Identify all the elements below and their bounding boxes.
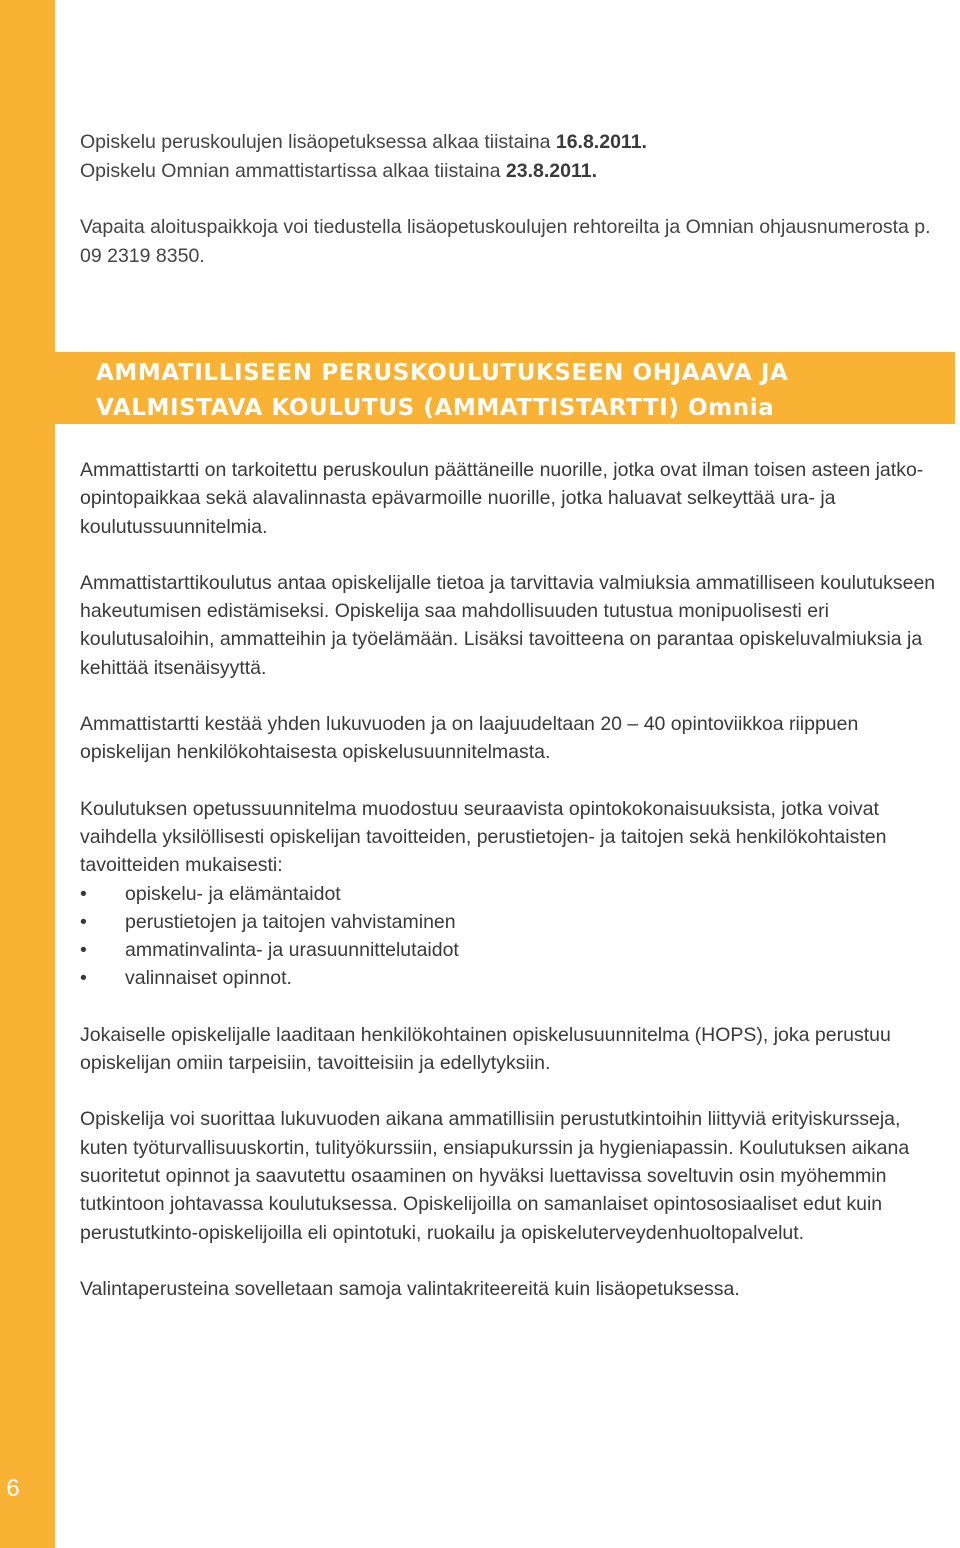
- intro-line-2: Opiskelu Omnian ammattistartissa alkaa tiistaina 23.8.2011.: [80, 159, 598, 182]
- bullet-icon: •: [80, 939, 87, 962]
- page-number: 6: [6, 1475, 20, 1502]
- body-section: [80, 456, 950, 1331]
- intro-line-1: Opiskelu peruskoulujen lisäopetuksessa alkaa tiistaina 16.8.2011.: [80, 131, 647, 153]
- bullet-icon: •: [80, 882, 87, 905]
- start-date-ammattistartti: 23.8.2011.: [505, 159, 598, 182]
- intro-contact: Vapaita aloituspaikkoja voi tiedustella lisäopetuskoulujen rehtoreilta ja Omnian ohjausnumerosta p. 09 2319 8350.: [80, 216, 931, 267]
- start-date-lisaopetus: 16.8.2011.: [555, 131, 647, 153]
- bullet-icon: •: [80, 910, 87, 933]
- list-item: • ammatinvalinta- ja urasuunnittelutaidot: [80, 936, 950, 964]
- paragraph-curriculum: Koulutuksen opetussuunnitelma muodostuu seuraavista opintokokonaisuuksista, jotka voivat vaihdella yksilöllisesti opiskelijan tavoitteiden, perustietojen- ja taitojen sekä henkilökohtaisten tavoitteiden mukaisesti:: [80, 797, 887, 877]
- paragraph-duration: Ammattistartti kestää yhden lukuvuoden ja on laajuudeltaan 20 – 40 opintoviikkoa riippuen opiskelijan henkilökohtaisesta opiskelusuunnitelmasta.: [80, 713, 859, 764]
- heading-line-1: AMMATILLISEEN PERUSKOULUTUKSEEN OHJAAVA JA: [96, 360, 789, 386]
- list-item: • opiskelu- ja elämäntaidot: [80, 880, 950, 908]
- section-heading: [96, 356, 946, 426]
- paragraph-hops: Jokaiselle opiskelijalle laaditaan henkilökohtainen opiskelusuunnitelma (HOPS), joka perustuu opiskelijan omiin tarpeisiin, tavoitteisiin ja edellytyksiin.: [80, 1023, 891, 1075]
- paragraph-courses: Opiskelija voi suorittaa lukuvuoden aikana ammatillisiin perustutkintoihin liittyviä erityiskursseja, kuten työturvallisuuskortin, tulityökurssiin, ensiapukurssin ja hygieniapassin. Koulutuksen aikana suoritetut opinnot ja saavutettu osaaminen on hyväksi luettavissa soveltuvin osin myöhemmin tutkintoon johtavassa koulutuksessa. Opiskelijoilla on samanlaiset opintososiaaliset edut kuin perustutkinto-opiskelijoilla eli opintotuki, ruokailu ja opiskeluterveydenhuoltopalvelut.: [80, 1108, 910, 1244]
- left-accent-bar: [0, 0, 55, 1548]
- bullet-icon: •: [80, 967, 87, 990]
- heading-line-2: VALMISTAVA KOULUTUS (AMMATTISTARTTI) Omnia: [96, 395, 775, 421]
- paragraph-purpose: Ammattistartti on tarkoitettu peruskoulun päättäneille nuorille, jotka ovat ilman toisen asteen jatko-opintopaikkaa sekä alavalinnasta epävarmoille nuorille, jotka haluavat selkeyttää ura- ja koulutussuunnitelmia.: [80, 459, 924, 538]
- paragraph-content: Ammattistarttikoulutus antaa opiskelijalle tietoa ja tarvittavia valmiuksia ammatilliseen koulutukseen hakeutumisen edistämiseksi. Opiskelija saa mahdollisuuden tutustua monipuolisesti eri koulutusaloihin, ammatteihin ja työelämään. Lisäksi tavoitteena on parantaa opiskeluvalmiuksia ja kehittää itsenäisyyttä.: [80, 571, 936, 679]
- list-item: • valinnaiset opinnot.: [80, 964, 950, 992]
- paragraph-selection: Valintaperusteina sovelletaan samoja valintakriteereitä kuin lisäopetuksessa.: [80, 1277, 740, 1300]
- intro-section: [80, 128, 940, 270]
- list-item: • perustietojen ja taitojen vahvistaminen: [80, 908, 950, 936]
- curriculum-list: [80, 880, 950, 993]
